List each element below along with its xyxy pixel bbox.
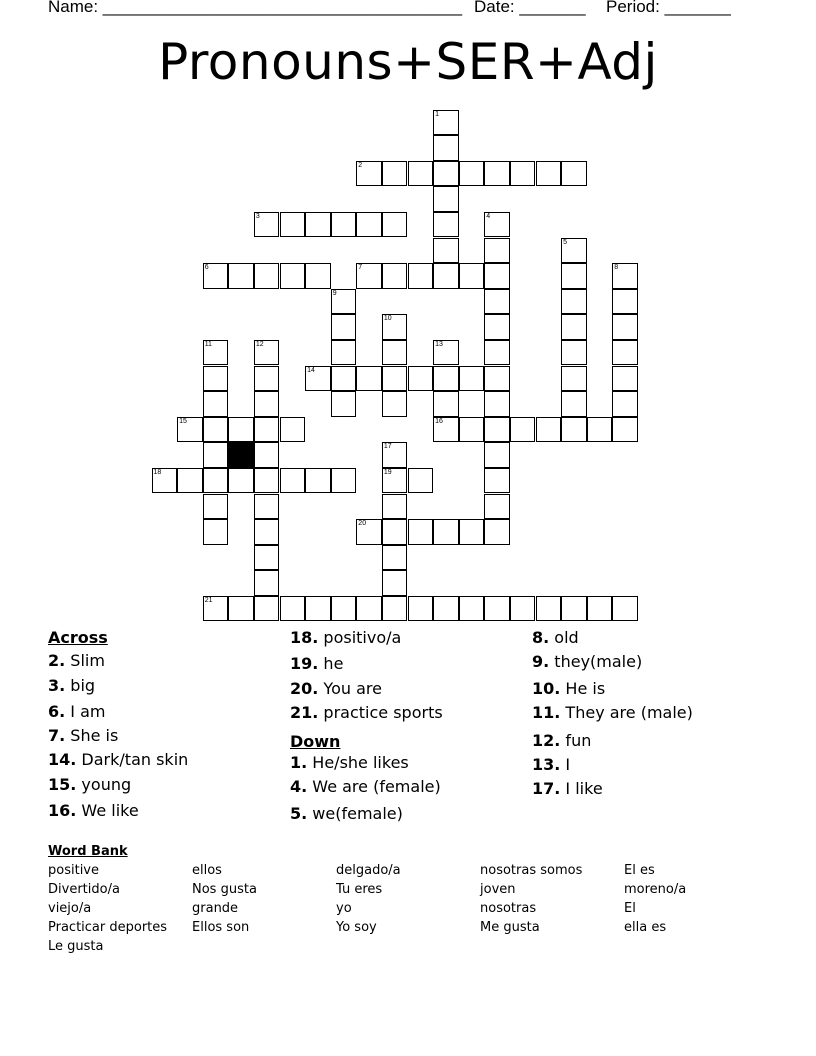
- black-square: [228, 442, 254, 468]
- clue-item: [48, 726, 118, 745]
- clue-text: they(male): [549, 652, 643, 671]
- clue-number: 16.: [48, 801, 77, 820]
- clue-number: 2.: [48, 651, 66, 670]
- grid-cell[interactable]: [484, 468, 510, 494]
- grid-cell[interactable]: [484, 519, 510, 545]
- word-bank-item: ellos: [192, 863, 222, 878]
- clue-number: 3.: [48, 676, 66, 695]
- grid-cell[interactable]: [228, 596, 254, 622]
- clue-number: 10: [383, 315, 392, 323]
- clue-item: [48, 651, 105, 670]
- grid-cell[interactable]: [433, 135, 459, 161]
- clue-number: 5.: [290, 804, 308, 823]
- grid-cell[interactable]: [561, 391, 587, 417]
- grid-cell[interactable]: [254, 468, 280, 494]
- grid-cell[interactable]: [203, 519, 229, 545]
- grid-cell[interactable]: [561, 417, 587, 443]
- grid-cell[interactable]: [433, 417, 459, 443]
- grid-cell[interactable]: [254, 263, 280, 289]
- clue-item: [290, 628, 401, 647]
- word-bank-item: El es: [624, 863, 655, 878]
- clue-text: big: [65, 676, 96, 695]
- clue-item: [290, 753, 409, 772]
- grid-cell[interactable]: [561, 366, 587, 392]
- word-bank-item: nosotras somos: [480, 863, 583, 878]
- grid-cell[interactable]: [433, 263, 459, 289]
- grid-cell[interactable]: [305, 263, 331, 289]
- grid-cell[interactable]: [331, 212, 357, 238]
- grid-cell[interactable]: [382, 161, 408, 187]
- grid-cell[interactable]: [382, 519, 408, 545]
- word-bank-title: Word Bank: [48, 844, 128, 859]
- grid-cell[interactable]: [254, 570, 280, 596]
- name-field[interactable]: Name: ______________________________________: [48, 0, 463, 16]
- grid-cell[interactable]: [612, 314, 638, 340]
- clue-number: 4: [486, 212, 491, 220]
- grid-cell[interactable]: [331, 596, 357, 622]
- grid-cell[interactable]: [305, 468, 331, 494]
- grid-cell[interactable]: [484, 417, 510, 443]
- grid-cell[interactable]: [408, 468, 434, 494]
- clue-number: 9.: [532, 652, 550, 671]
- grid-cell[interactable]: [612, 289, 638, 315]
- clue-item: [48, 801, 139, 820]
- word-bank-item: Nos gusta: [192, 882, 257, 897]
- grid-cell[interactable]: [152, 468, 178, 494]
- grid-cell[interactable]: [356, 263, 382, 289]
- grid-cell[interactable]: [280, 596, 306, 622]
- clue-number: 21: [204, 596, 213, 604]
- word-bank-item: yo: [336, 901, 352, 916]
- grid-cell[interactable]: [561, 289, 587, 315]
- clue-number: 4.: [290, 777, 308, 796]
- grid-cell[interactable]: [382, 366, 408, 392]
- clue-number: 20: [358, 520, 367, 528]
- clue-number: 14: [307, 366, 315, 374]
- clue-heading: Down: [290, 732, 341, 751]
- clue-number: 14.: [48, 750, 77, 769]
- grid-cell[interactable]: [254, 545, 280, 571]
- grid-cell[interactable]: [510, 417, 536, 443]
- clue-item: [290, 654, 343, 673]
- grid-cell[interactable]: [433, 212, 459, 238]
- clue-number: 12.: [532, 731, 561, 750]
- grid-cell[interactable]: [433, 340, 459, 366]
- grid-cell[interactable]: [305, 212, 331, 238]
- grid-cell[interactable]: [203, 494, 229, 520]
- clue-item: [532, 779, 603, 798]
- clue-item: [532, 755, 570, 774]
- grid-cell[interactable]: [280, 263, 306, 289]
- clue-number: 13: [435, 340, 443, 348]
- clue-number: 20.: [290, 679, 319, 698]
- grid-cell[interactable]: [612, 391, 638, 417]
- clue-number: 15.: [48, 775, 77, 794]
- grid-cell[interactable]: [433, 161, 459, 187]
- grid-cell[interactable]: [382, 263, 408, 289]
- grid-cell[interactable]: [177, 468, 203, 494]
- grid-cell[interactable]: [382, 570, 408, 596]
- grid-cell[interactable]: [612, 340, 638, 366]
- clue-text: We are (female): [307, 777, 441, 796]
- grid-cell[interactable]: [408, 263, 434, 289]
- grid-cell[interactable]: [203, 340, 229, 366]
- grid-cell[interactable]: [612, 417, 638, 443]
- clue-number: 18.: [290, 628, 319, 647]
- clue-text: You are: [318, 679, 382, 698]
- clue-text: They are (male): [560, 703, 693, 722]
- word-bank-item: Divertido/a: [48, 882, 120, 897]
- clue-text: I am: [65, 702, 106, 721]
- grid-cell[interactable]: [254, 494, 280, 520]
- grid-cell[interactable]: [612, 596, 638, 622]
- grid-cell[interactable]: [203, 391, 229, 417]
- grid-cell[interactable]: [331, 289, 357, 315]
- clue-text: fun: [560, 731, 592, 750]
- word-bank-item: Yo soy: [336, 920, 377, 935]
- grid-cell[interactable]: [484, 314, 510, 340]
- grid-cell[interactable]: [408, 161, 434, 187]
- grid-cell[interactable]: [561, 263, 587, 289]
- grid-cell[interactable]: [203, 596, 229, 622]
- grid-cell[interactable]: [254, 596, 280, 622]
- grid-cell[interactable]: [382, 212, 408, 238]
- grid-cell[interactable]: [484, 596, 510, 622]
- grid-cell[interactable]: [356, 596, 382, 622]
- grid-cell[interactable]: [254, 340, 280, 366]
- word-bank-item: Me gusta: [480, 920, 540, 935]
- clue-number: 15: [179, 417, 187, 425]
- grid-cell[interactable]: [484, 340, 510, 366]
- word-bank-item: Tu eres: [336, 882, 383, 897]
- grid-cell[interactable]: [408, 596, 434, 622]
- grid-cell[interactable]: [331, 468, 357, 494]
- grid-cell[interactable]: [561, 314, 587, 340]
- grid-cell[interactable]: [612, 263, 638, 289]
- grid-cell[interactable]: [484, 442, 510, 468]
- clue-number: 17: [383, 443, 392, 451]
- clue-text: Slim: [65, 651, 105, 670]
- grid-cell[interactable]: [228, 468, 254, 494]
- clue-text: positivo/a: [318, 628, 402, 647]
- grid-cell[interactable]: [484, 391, 510, 417]
- clue-number: 2: [358, 161, 363, 169]
- clue-heading: Across: [48, 628, 108, 647]
- clue-text: he: [318, 654, 344, 673]
- clue-text: He/she likes: [307, 753, 409, 772]
- clue-item: [532, 628, 579, 647]
- grid-cell[interactable]: [331, 366, 357, 392]
- page-title: Pronouns+SER+Adj: [158, 33, 658, 91]
- grid-cell[interactable]: [459, 417, 485, 443]
- clue-number: 16: [435, 417, 443, 425]
- grid-cell[interactable]: [459, 596, 485, 622]
- grid-cell[interactable]: [459, 519, 485, 545]
- grid-cell[interactable]: [356, 212, 382, 238]
- grid-cell[interactable]: [331, 391, 357, 417]
- clue-number: 11.: [532, 703, 561, 722]
- grid-cell[interactable]: [433, 366, 459, 392]
- word-bank-item: joven: [480, 882, 516, 897]
- grid-cell[interactable]: [459, 366, 485, 392]
- grid-cell[interactable]: [305, 366, 331, 392]
- word-bank-item: nosotras: [480, 901, 537, 916]
- grid-cell[interactable]: [280, 468, 306, 494]
- grid-cell[interactable]: [459, 263, 485, 289]
- grid-cell[interactable]: [254, 391, 280, 417]
- clue-number: 8.: [532, 628, 550, 647]
- clue-number: 5: [563, 238, 567, 246]
- word-bank-item: Practicar deportes: [48, 920, 168, 935]
- clue-number: 3: [255, 212, 260, 220]
- clue-number: 13.: [532, 755, 561, 774]
- clue-text: He is: [560, 679, 606, 698]
- clue-item: [290, 679, 382, 698]
- grid-cell[interactable]: [510, 596, 536, 622]
- clue-number: 6: [204, 264, 209, 272]
- clue-text: Dark/tan skin: [76, 750, 189, 769]
- grid-cell[interactable]: [433, 186, 459, 212]
- grid-cell[interactable]: [536, 417, 562, 443]
- grid-cell[interactable]: [510, 161, 536, 187]
- grid-cell[interactable]: [433, 391, 459, 417]
- clue-item: [532, 652, 642, 671]
- grid-cell[interactable]: [587, 417, 613, 443]
- grid-cell[interactable]: [228, 417, 254, 443]
- clue-text: I: [560, 755, 571, 774]
- word-bank-item: delgado/a: [336, 863, 401, 878]
- clue-number: 6.: [48, 702, 66, 721]
- clue-item: [290, 703, 443, 722]
- grid-cell[interactable]: [382, 391, 408, 417]
- grid-cell[interactable]: [356, 519, 382, 545]
- grid-cell[interactable]: [203, 263, 229, 289]
- clue-text: old: [549, 628, 579, 647]
- clue-text: We like: [76, 801, 139, 820]
- clue-text: young: [76, 775, 132, 794]
- period-field[interactable]: Period: _______: [606, 0, 731, 16]
- clue-number: 19.: [290, 654, 319, 673]
- grid-cell[interactable]: [408, 519, 434, 545]
- grid-cell[interactable]: [408, 366, 434, 392]
- clue-text: I like: [560, 779, 603, 798]
- grid-cell[interactable]: [382, 494, 408, 520]
- clue-number: 18: [153, 468, 162, 476]
- clue-item: [48, 775, 131, 794]
- grid-cell[interactable]: [382, 545, 408, 571]
- grid-cell[interactable]: [254, 366, 280, 392]
- word-bank-item: grande: [192, 901, 239, 916]
- clue-item: [532, 703, 693, 722]
- grid-cell[interactable]: [382, 340, 408, 366]
- grid-cell[interactable]: [612, 366, 638, 392]
- grid-cell[interactable]: [356, 366, 382, 392]
- word-bank-item: Le gusta: [48, 939, 104, 954]
- clue-item: [290, 804, 403, 823]
- grid-cell[interactable]: [484, 494, 510, 520]
- grid-cell[interactable]: [433, 110, 459, 136]
- grid-cell[interactable]: [280, 417, 306, 443]
- grid-cell[interactable]: [484, 161, 510, 187]
- clue-number: 8: [614, 264, 619, 272]
- clue-number: 19: [383, 468, 392, 476]
- clue-number: 9: [332, 289, 337, 297]
- grid-cell[interactable]: [382, 314, 408, 340]
- grid-cell[interactable]: [484, 263, 510, 289]
- clue-number: 10.: [532, 679, 561, 698]
- grid-cell[interactable]: [433, 596, 459, 622]
- grid-cell[interactable]: [254, 417, 280, 443]
- grid-cell[interactable]: [433, 238, 459, 264]
- grid-cell[interactable]: [331, 314, 357, 340]
- clue-number: 12: [255, 340, 264, 348]
- word-bank-item: ella es: [624, 920, 667, 935]
- grid-cell[interactable]: [561, 596, 587, 622]
- grid-cell[interactable]: [203, 442, 229, 468]
- clue-number: 17.: [532, 779, 561, 798]
- grid-cell[interactable]: [331, 340, 357, 366]
- grid-cell[interactable]: [254, 442, 280, 468]
- clue-item: [48, 676, 95, 695]
- grid-cell[interactable]: [433, 519, 459, 545]
- grid-cell[interactable]: [561, 238, 587, 264]
- clue-number: 1: [435, 110, 439, 118]
- grid-cell[interactable]: [536, 596, 562, 622]
- clue-number: 21.: [290, 703, 319, 722]
- clue-item: [532, 679, 605, 698]
- grid-cell[interactable]: [203, 417, 229, 443]
- clue-text: practice sports: [318, 703, 443, 722]
- clue-item: [48, 702, 106, 721]
- clue-item: [48, 750, 188, 769]
- grid-cell[interactable]: [254, 212, 280, 238]
- word-bank-item: positive: [48, 863, 99, 878]
- clue-text: She is: [65, 726, 119, 745]
- date-field[interactable]: Date: _______: [474, 0, 586, 16]
- grid-cell[interactable]: [459, 161, 485, 187]
- grid-cell[interactable]: [305, 596, 331, 622]
- clue-item: [532, 731, 591, 750]
- grid-cell[interactable]: [382, 596, 408, 622]
- word-bank-item: moreno/a: [624, 882, 687, 897]
- grid-cell[interactable]: [254, 519, 280, 545]
- grid-cell[interactable]: [561, 340, 587, 366]
- grid-cell[interactable]: [382, 442, 408, 468]
- grid-cell[interactable]: [484, 238, 510, 264]
- clue-item: [290, 777, 441, 796]
- grid-cell[interactable]: [228, 263, 254, 289]
- clue-number: 7: [358, 264, 363, 272]
- grid-cell[interactable]: [484, 212, 510, 238]
- grid-cell[interactable]: [356, 161, 382, 187]
- word-bank-item: viejo/a: [48, 901, 92, 916]
- clue-text: we(female): [307, 804, 403, 823]
- clue-number: 11: [204, 340, 212, 348]
- grid-cell[interactable]: [587, 596, 613, 622]
- word-bank-item: Ellos son: [192, 920, 250, 935]
- grid-cell[interactable]: [203, 366, 229, 392]
- grid-cell[interactable]: [203, 468, 229, 494]
- grid-cell[interactable]: [177, 417, 203, 443]
- clue-number: 7.: [48, 726, 66, 745]
- grid-cell[interactable]: [382, 468, 408, 494]
- grid-cell[interactable]: [484, 289, 510, 315]
- grid-cell[interactable]: [484, 366, 510, 392]
- grid-cell[interactable]: [536, 161, 562, 187]
- grid-cell[interactable]: [280, 212, 306, 238]
- word-bank-item: El: [624, 901, 636, 916]
- clue-number: 1.: [290, 753, 308, 772]
- grid-cell[interactable]: [561, 161, 587, 187]
